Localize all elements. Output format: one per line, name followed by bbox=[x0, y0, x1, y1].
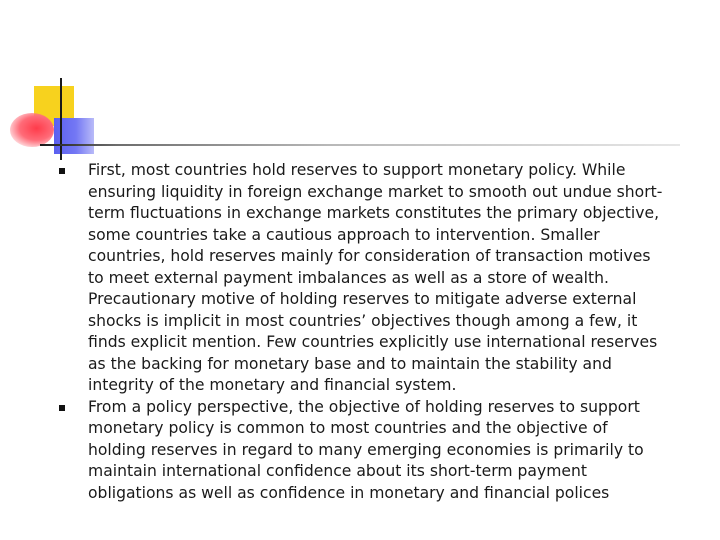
square-bullet-icon bbox=[59, 405, 65, 411]
square-bullet-icon bbox=[59, 168, 65, 174]
bullet-text: From a policy perspective, the objective of holding reserves to support monetary policy is common to most countries and the objective of holding reserves in regard to many emerging economies is primarily to maintain international confidence about its short-term payment obligations as well as confidence in monetary and financial polices bbox=[88, 397, 644, 502]
bullet-item bbox=[58, 160, 668, 397]
decorative-vertical-line bbox=[60, 78, 62, 160]
title-underline bbox=[40, 144, 680, 146]
decorative-red-blob bbox=[10, 113, 54, 147]
bullet-item bbox=[58, 397, 668, 505]
bullet-list bbox=[58, 160, 668, 504]
bullet-text: First, most countries hold reserves to support monetary policy. While ensuring liquidity in foreign exchange market to smooth out undue short-term fluctuations in exchange markets constitutes the primary objective, some countries take a cautious approach to intervention. Smaller countries, hold reserves mainly for consideration of transaction motives to meet external payment imbalances as well as a store of wealth. Precautionary motive of holding reserves to mitigate adverse external shocks is implicit in most countries’ objectives though among a few, it finds explicit mention. Few countries explicitly use international reserves as the backing for monetary base and to maintain the stability and integrity of the monetary and financial system. bbox=[88, 161, 663, 394]
